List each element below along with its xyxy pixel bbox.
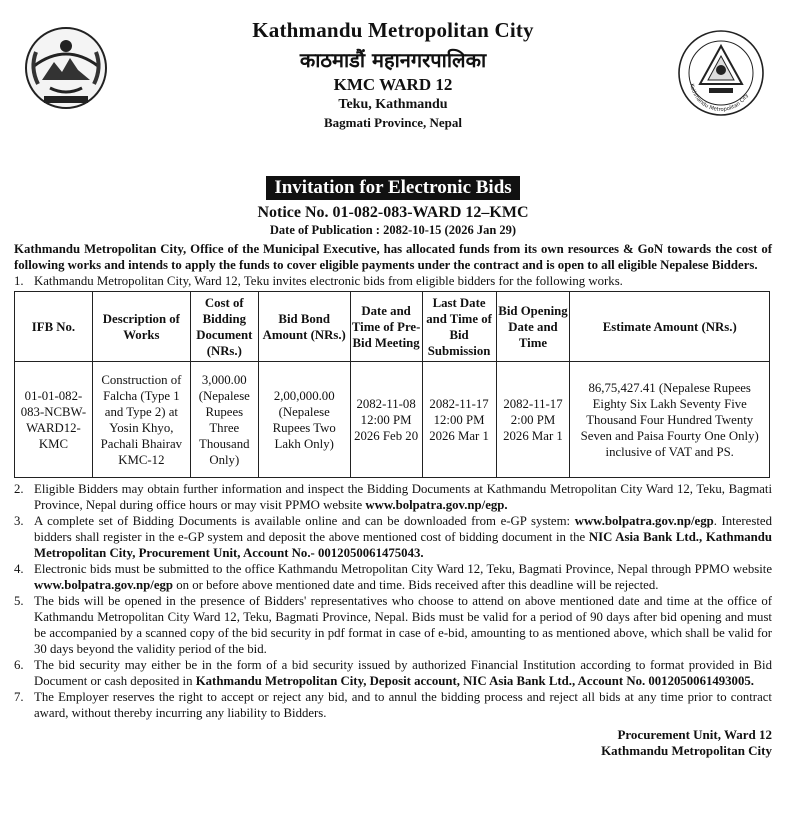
prebid-cell: 2082-11-08 12:00 PM 2026 Feb 20 bbox=[350, 362, 422, 478]
clause-6 bbox=[14, 657, 772, 689]
bid-bond-cell: 2,00,000.00 (Nepalese Rupees Two Lakh Only) bbox=[258, 362, 350, 478]
clause-text-part: . Interested bidders shall register in the e-GP system and deposit the above mentioned cost of bidding document in the bbox=[34, 514, 772, 544]
column-header: Cost of Bidding Document (NRs.) bbox=[190, 292, 258, 362]
clause-5 bbox=[14, 593, 772, 657]
kmc-seal-icon bbox=[676, 28, 766, 118]
clause-number: 3. bbox=[14, 514, 24, 528]
clause-text bbox=[34, 513, 772, 561]
estimate-cell: 86,75,427.41 (Nepalese Rupees Eighty Six Lakh Seventy Five Thousand Four Hundred Twenty Seven and Paisa Fourty One Only) inclusive of VAT and PS. bbox=[570, 362, 770, 478]
clause-text bbox=[34, 657, 772, 689]
clause-7 bbox=[14, 689, 772, 721]
province: Bagmati Province, Nepal bbox=[323, 115, 463, 130]
bids-table bbox=[14, 291, 770, 478]
banner-wrap bbox=[14, 176, 772, 200]
clause-number: 7. bbox=[14, 690, 24, 704]
ward-title: KMC WARD 12 bbox=[333, 75, 453, 94]
notice-number: Notice No. 01-082-083-WARD 12–KMC bbox=[257, 204, 529, 221]
clause-number: 1. bbox=[14, 274, 24, 288]
clause-text bbox=[34, 481, 772, 513]
org-title: Kathmandu Metropolitan City bbox=[252, 18, 534, 42]
signature-block bbox=[14, 727, 772, 759]
publication-date: Date of Publication : 2082-10-15 (2026 Jan 29) bbox=[269, 223, 517, 237]
column-header: Estimate Amount (NRs.) bbox=[570, 292, 770, 362]
clause-3 bbox=[14, 513, 772, 561]
clause-text: The bids will be opened in the presence of Bidders' representatives who choose to attend on above mentioned date and time at the office of Kathmandu Metropolitan City Ward 12, Teku, Bagmati Province, Nepal. Bids must be valid for a period of 90 days after bid opening and must be accompanied by a scanned copy of the bid security in pdf format in case of e-bid, amounting to as mentioned above, which shall be valid for 30 days beyond the validity period of the bid. bbox=[34, 594, 772, 656]
clause-text-part: The bid security may either be in the form of a bid security issued by authorized Financial Institution according to format provided in Bid Document or cash deposited in bbox=[34, 658, 772, 688]
clause-text-part: Electronic bids must be submitted to the office Kathmandu Metropolitan City Ward 12, Teku, Bagmati Province, Nepal through PPMO website bbox=[34, 562, 772, 576]
column-header: Bid Bond Amount (NRs.) bbox=[258, 292, 350, 362]
submission-cell: 2082-11-17 12:00 PM 2026 Mar 1 bbox=[422, 362, 496, 478]
column-header: Last Date and Time of Bid Submission bbox=[422, 292, 496, 362]
clause-text-part: Eligible Bidders may obtain further information and inspect the Bidding Documents at Kathmandu Metropolitan City Ward 12, Teku, Bagmati Province, Nepal during office hours or may visit PPMO website bbox=[34, 482, 772, 512]
clause-text-part: A complete set of Bidding Documents is available online and can be downloaded from e-GP system: bbox=[34, 514, 575, 528]
seal-text: Kathmandu Metropolitan City bbox=[688, 83, 750, 114]
website-link[interactable]: www.bolpatra.gov.np/egp. bbox=[365, 498, 508, 512]
column-header: Bid Opening Date and Time bbox=[496, 292, 570, 362]
bank-account: NIC Asia Bank Ltd., Kathmandu Metropolitan City, Procurement Unit, Account No.- 0012050061475043. bbox=[34, 530, 772, 560]
signature-line-1: Procurement Unit, Ward 12 bbox=[617, 727, 772, 742]
location: Teku, Kathmandu bbox=[338, 97, 448, 112]
clause-number: 4. bbox=[14, 562, 24, 576]
column-header: Description of Works bbox=[92, 292, 190, 362]
intro-paragraph: Kathmandu Metropolitan City, Office of the Municipal Executive, has allocated funds from its own resources & GoN towards the cost of following works and intends to apply the funds to cover eligible payments under the contract and is open to all eligible Nepalese Bidders. bbox=[14, 242, 772, 272]
signature-line-2: Kathmandu Metropolitan City bbox=[601, 743, 772, 758]
nepal-emblem-icon bbox=[20, 22, 112, 114]
ifb-cell: 01-01-082-083-NCBW-WARD12-KMC bbox=[15, 362, 93, 478]
website-link[interactable]: www.bolpatra.gov.np/egp bbox=[574, 514, 714, 528]
clause-2 bbox=[14, 481, 772, 513]
table-header-row bbox=[15, 292, 770, 362]
clause-text: Kathmandu Metropolitan City, Ward 12, Teku invites electronic bids from eligible bidders for the following works. bbox=[34, 274, 623, 288]
clause-1 bbox=[14, 273, 772, 289]
clause-text bbox=[34, 561, 772, 593]
column-header: IFB No. bbox=[15, 292, 93, 362]
header bbox=[14, 18, 772, 178]
cost-cell: 3,000.00 (Nepalese Rupees Three Thousand Only) bbox=[190, 362, 258, 478]
clause-number: 2. bbox=[14, 482, 24, 496]
table-row bbox=[15, 362, 770, 478]
clause-number: 5. bbox=[14, 594, 24, 608]
clause-number: 6. bbox=[14, 658, 24, 672]
description-cell: Construction of Falcha (Type 1 and Type 2) at Yosin Khyo, Pachali Bhairav KMC-12 bbox=[92, 362, 190, 478]
clause-text-part: on or before above mentioned date and time. Bids received after this deadline will be rejected. bbox=[173, 578, 659, 592]
website-link[interactable]: www.bolpatra.gov.np/egp bbox=[34, 578, 174, 592]
page-title: Invitation for Electronic Bids bbox=[266, 176, 519, 200]
clause-4 bbox=[14, 561, 772, 593]
opening-cell: 2082-11-17 2:00 PM 2026 Mar 1 bbox=[496, 362, 570, 478]
deposit-account: Kathmandu Metropolitan City, Deposit account, NIC Asia Bank Ltd., Account No. 0012050061493005. bbox=[195, 674, 754, 688]
column-header: Date and Time of Pre-Bid Meeting bbox=[350, 292, 422, 362]
org-title-nepali: काठमाडौं महानगरपालिका bbox=[299, 48, 487, 72]
clause-text: The Employer reserves the right to accept or reject any bid, and to annul the bidding process and reject all bids at any time prior to contract award, without thereby incurring any liability to Bidders. bbox=[34, 690, 772, 720]
